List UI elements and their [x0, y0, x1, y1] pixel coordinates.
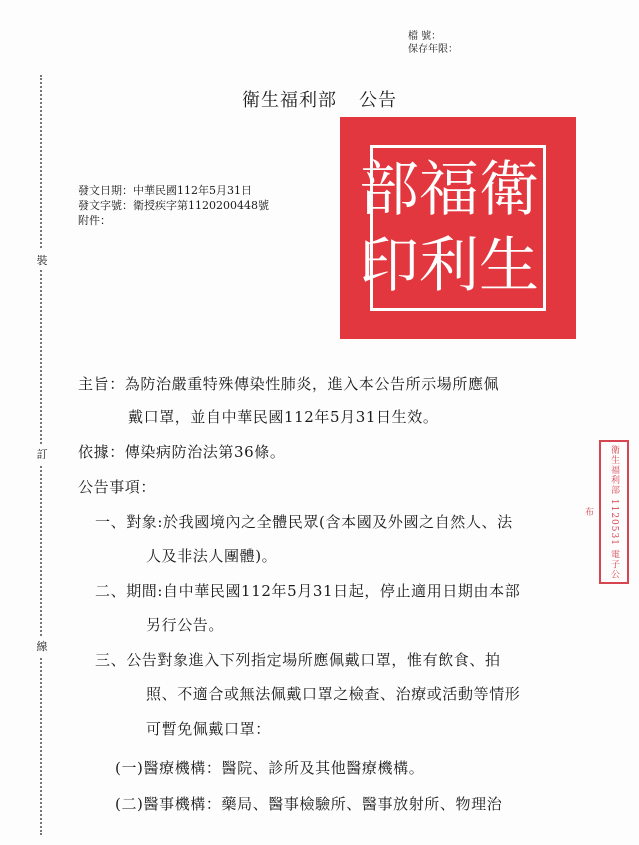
seal-char: 利: [419, 231, 479, 301]
item-3-line-1: 三、公告對象進入下列指定場所應佩戴口罩，惟有飲食、拍: [95, 651, 501, 669]
retention-label: 保存年限：: [408, 44, 458, 55]
item-3-line-3: 可暫免佩戴口罩：: [146, 720, 271, 738]
binding-char-xian: 線: [36, 636, 48, 656]
issue-date: 發文日期：中華民國112年5月31日: [78, 184, 252, 197]
seal-char: 部: [359, 155, 419, 225]
basis-line: 依據：傳染病防治法第36條。: [78, 443, 286, 461]
item-3-line-2: 照、不適合或無法佩戴口罩之檢查、治療或活動等情形: [146, 685, 521, 703]
archive-labels: [408, 30, 458, 56]
sub-item-1: (一)醫療機構：醫院、診所及其他醫療機構。: [115, 759, 425, 777]
file-number-label: 檔 號：: [408, 31, 442, 42]
item-2-line-2: 另行公告。: [146, 616, 225, 634]
issue-number: 發文字號：衛授疾字第1120200448號: [78, 199, 269, 212]
item-1-line-1: 一、對象:於我國境內之全體民眾(含本國及外國之自然人、法: [95, 513, 513, 531]
seal-border: [359, 145, 546, 311]
item-1-line-2: 人及非法人團體)。: [146, 547, 278, 565]
item-2-line-1: 二、期間:自中華民國112年5月31日起，停止適用日期由本部: [95, 582, 521, 600]
seal-char: 印: [359, 231, 419, 301]
subject-line-1: 主旨：為防治嚴重特殊傳染性肺炎，進入本公告所示場所應佩: [78, 375, 500, 393]
seal-char: 福: [419, 155, 479, 225]
official-seal: [340, 117, 576, 339]
page-title: [0, 86, 639, 112]
seal-characters: [359, 152, 539, 304]
attachment-label: 附件：: [78, 214, 111, 227]
title-type: 公告: [359, 90, 397, 111]
title-agency: 衛生福利部: [242, 90, 337, 111]
binding-char-zhuang: 裝: [36, 250, 48, 270]
seal-char: 衛: [479, 155, 539, 225]
document-meta: [78, 183, 269, 228]
subject-line-2: 戴口罩，並自中華民國112年5月31日生效。: [128, 408, 439, 426]
binding-char-ding: 訂: [36, 444, 48, 464]
side-stamp: 衛生福利部 1120531 電子公布: [599, 440, 629, 584]
sub-item-2: (二)醫事機構：藥局、醫事檢驗所、醫事放射所、物理治: [115, 795, 503, 813]
announcement-heading: 公告事項：: [78, 478, 157, 496]
seal-char: 生: [479, 231, 539, 301]
